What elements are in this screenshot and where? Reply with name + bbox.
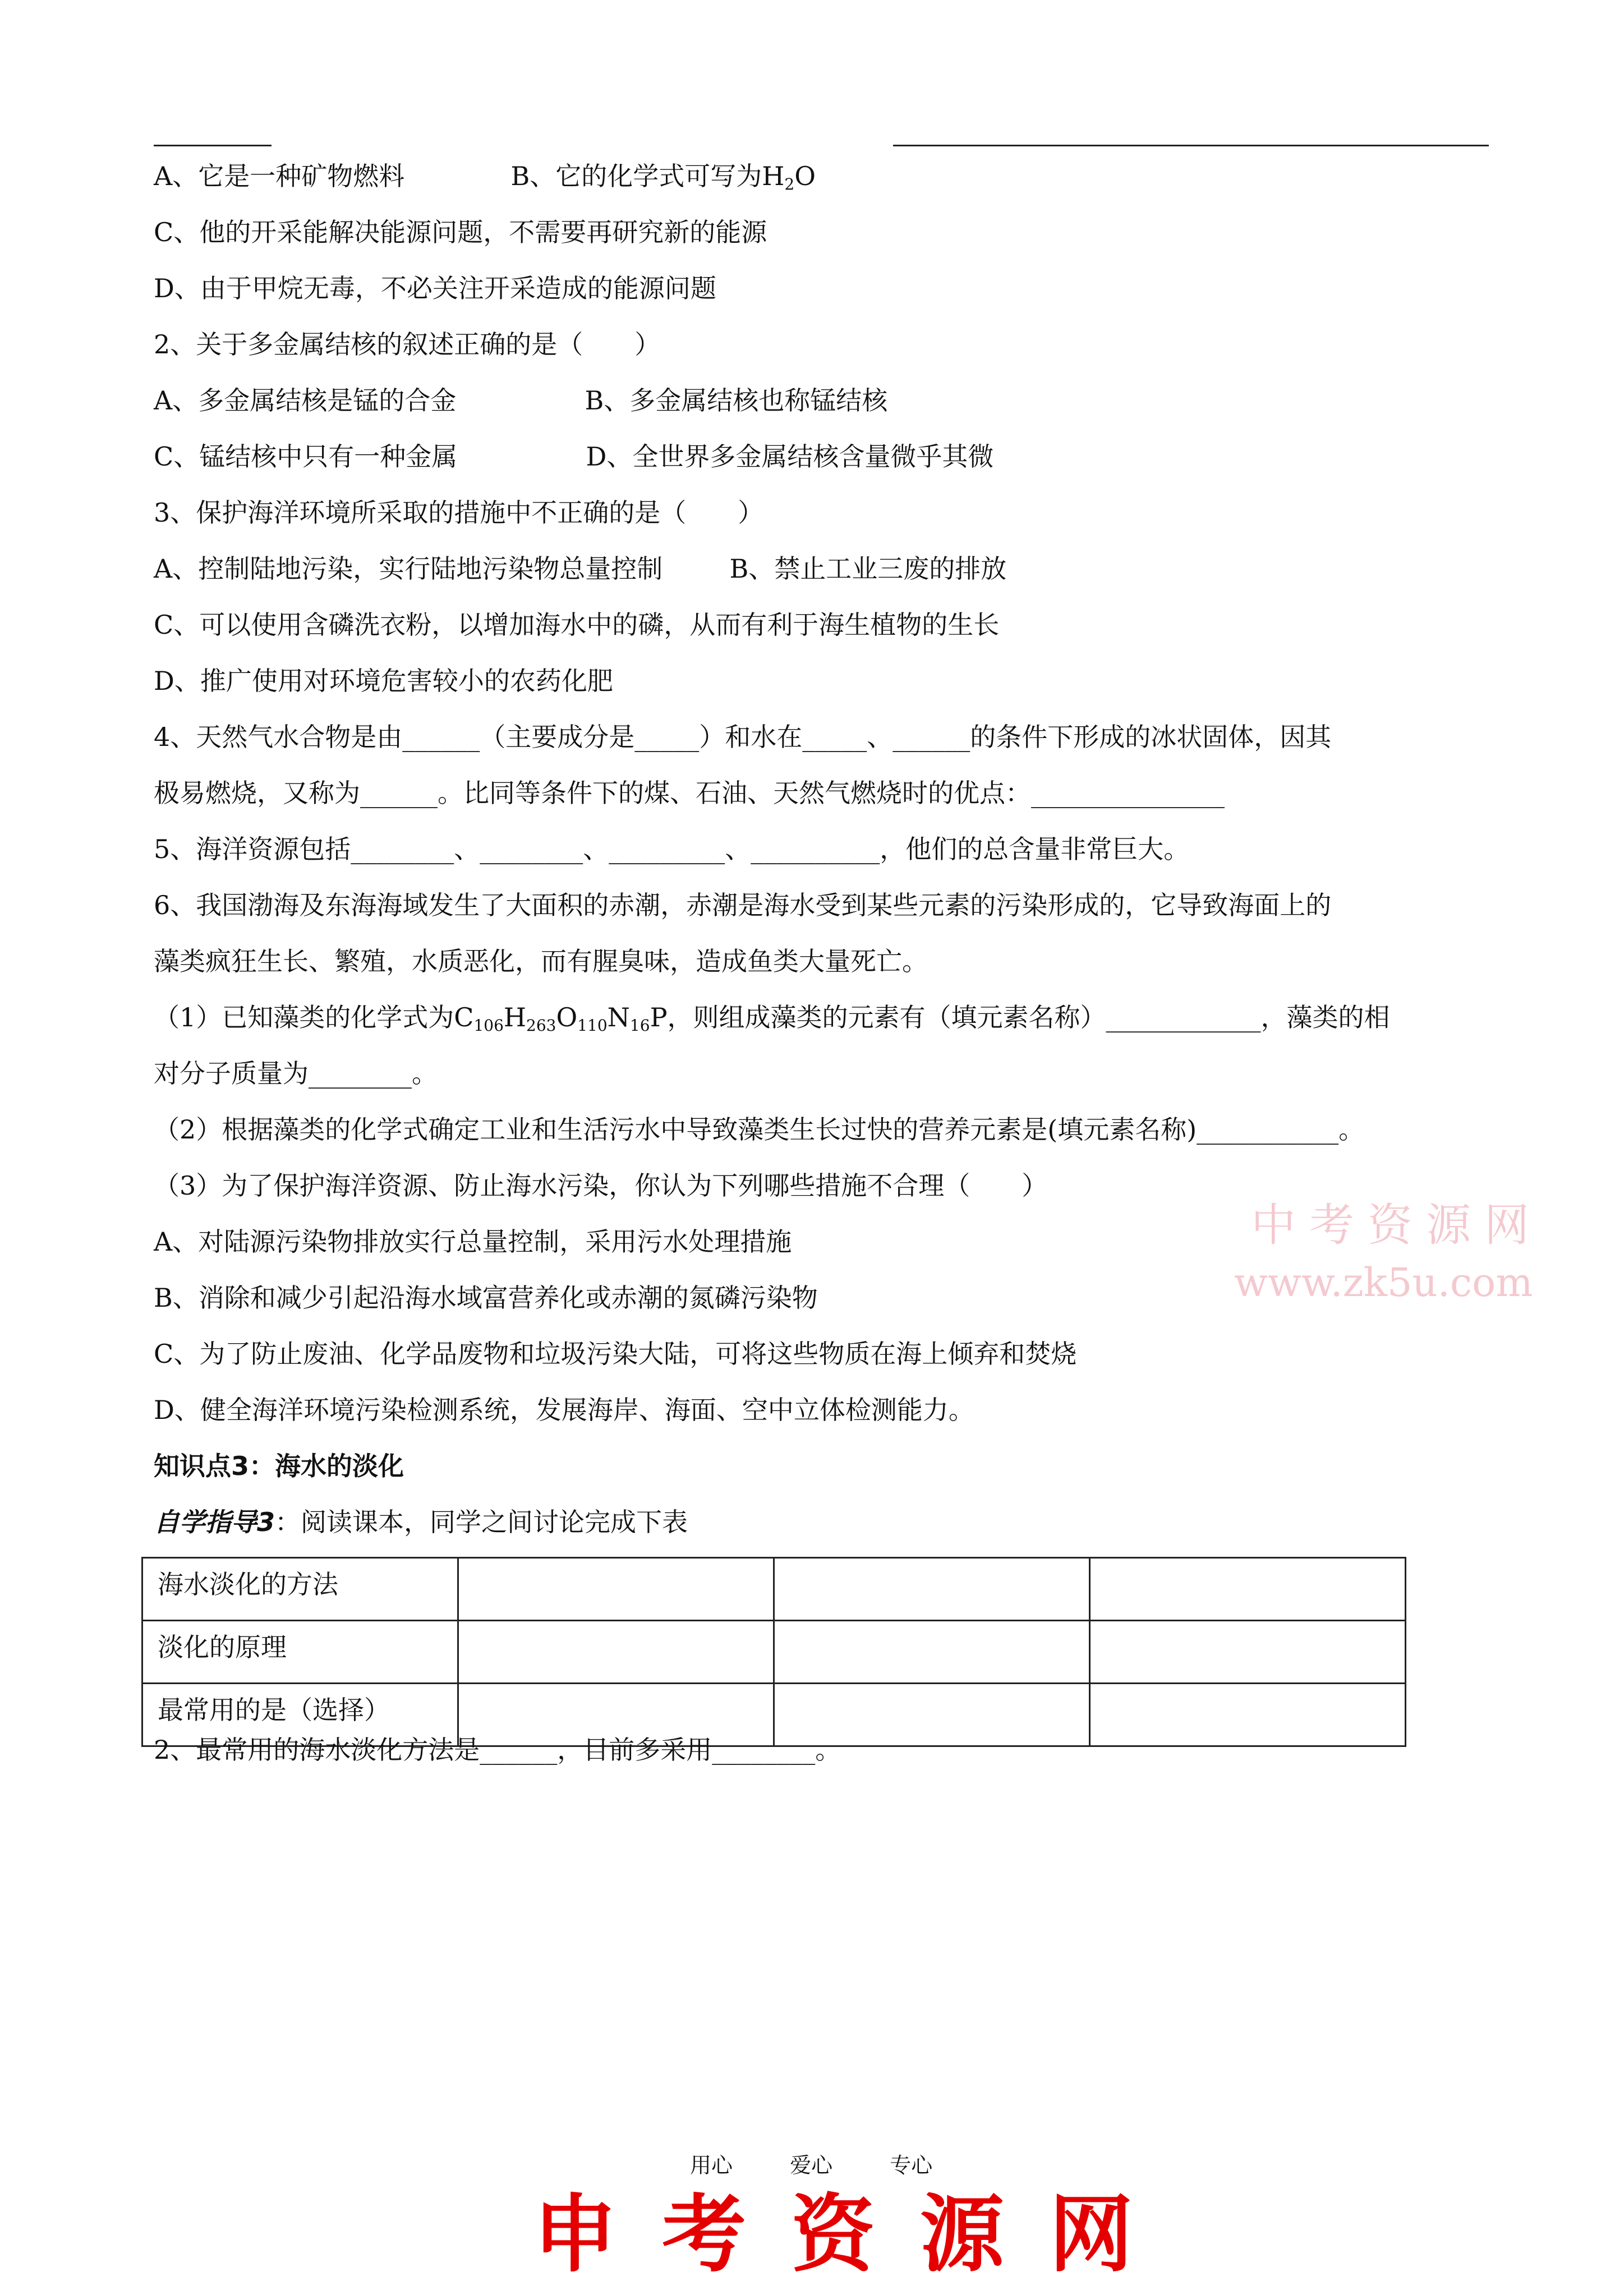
question-4-line-1: 4、天然气水合物是由______（主要成分是_____）和水在_____、______的条件下形成的冰状固体，因其 [154,722,1332,752]
element-symbol: O [556,1002,578,1032]
question-5: 5、海洋资源包括________、________、_________、__________，他们的总含量非常巨大。 [154,834,1190,864]
table-row [142,1621,1406,1684]
element-symbol: N [607,1002,630,1032]
q6-part-3: （3）为了保护海洋资源、防止海水污染，你认为下列哪些措施不合理（ ） [154,1170,1048,1201]
q2-option-b: B、多金属结核也称锰结核 [585,385,888,416]
option-line [154,159,816,201]
answer-cell[interactable] [458,1558,774,1621]
q6-part-1 [154,1001,1390,1043]
subscript: 106 [473,1016,504,1035]
footer-brand: 申考资源网 [533,2186,1179,2284]
subscript: 16 [629,1016,650,1035]
watermark-title: 中考资源网 [1251,1199,1543,1251]
guide-line [154,1505,688,1539]
table-row [142,1558,1406,1621]
final-question: 2、最常用的海水淡化方法是______，目前多采用________。 [154,1735,841,1765]
row-label: 淡化的原理 [142,1621,458,1684]
question-6-line-2: 藻类疯狂生长、繁殖，水质恶化，而有腥臭味，造成鱼类大量死亡。 [154,946,928,976]
option-c: C、他的开采能解决能源问题，不需要再研究新的能源 [154,217,767,247]
top-rule-left [154,145,272,146]
q6-3-option-c: C、为了防止废油、化学品废物和垃圾污染大陆，可将这些物质在海上倾弃和焚烧 [154,1339,1077,1369]
q6-3-option-d: D、健全海洋环境污染检测系统，发展海岸、海面、空中立体检测能力。 [154,1395,974,1425]
q2-options-ab [154,384,887,417]
answer-cell[interactable] [458,1621,774,1684]
q6-3-option-a: A、对陆源污染物排放实行总量控制，采用污水处理措施 [154,1227,792,1257]
question-6-line-1: 6、我国渤海及东海海域发生了大面积的赤潮，赤潮是海水受到某些元素的污染形成的，它导致海面上的 [154,890,1332,920]
element-symbol: H [503,1002,527,1032]
option-a: A、它是一种矿物燃料 [154,161,405,191]
q3-option-d: D、推广使用对环境危害较小的农药化肥 [154,666,613,696]
question-3: 3、保护海洋环境所采取的措施中不正确的是（ ） [154,497,764,528]
row-label: 最常用的是（选择） [142,1684,458,1746]
q2-options-cd [154,440,993,473]
q2-option-c: C、锰结核中只有一种金属 [154,441,458,472]
q3-option-a: A、控制陆地污染，实行陆地污染物总量控制 [154,554,663,584]
slogan: 爱心 [790,2153,833,2178]
guide-text: ：阅读课本，同学之间讨论完成下表 [275,1507,688,1537]
subscript: 263 [526,1016,556,1035]
desalination-table [141,1557,1406,1747]
q6-part-2: （2）根据藻类的化学式确定工业和生活污水中导致藻类生长过快的营养元素是(填元素名称)___________。 [154,1114,1365,1145]
formula-end: O [794,161,816,191]
answer-cell[interactable] [1090,1558,1406,1621]
answer-cell[interactable] [1090,1684,1406,1746]
subscript: 2 [784,175,795,193]
q6-1-text-end: P，则组成藻类的元素有（填元素名称）____________，藻类的相 [650,1002,1390,1032]
watermark-url: www.zk5u.com [1234,1260,1533,1306]
q3-option-b: B、禁止工业三废的排放 [729,554,1007,584]
subscript: 110 [577,1016,608,1035]
q3-option-c: C、可以使用含磷洗衣粉，以增加海水中的磷，从而有利于海生植物的生长 [154,610,1000,640]
question-2: 2、关于多金属结核的叙述正确的是（ ） [154,329,661,359]
answer-cell[interactable] [774,1558,1090,1621]
guide-label: 自学指导3 [154,1507,275,1537]
slogan: 专心 [890,2153,933,2178]
answer-cell[interactable] [774,1621,1090,1684]
option-b: B、它的化学式可写为H [510,161,785,191]
option-d: D、由于甲烷无毒，不必关注开采造成的能源问题 [154,273,716,303]
section-heading: 知识点3：海水的淡化 [154,1451,404,1481]
question-4-line-2: 极易燃烧，又称为______。比同等条件下的煤、石油、天然气燃烧时的优点：_______________ [154,778,1225,808]
q2-option-a: A、多金属结核是锰的合金 [154,385,457,416]
q3-options-ab [154,552,1006,585]
top-rule-right [893,145,1489,146]
footer-slogans [690,2151,983,2179]
answer-cell[interactable] [1090,1621,1406,1684]
slogan: 用心 [690,2153,733,2178]
q6-part-1-line-2: 对分子质量为________。 [154,1058,438,1089]
q6-1-text: （1）已知藻类的化学式为C [154,1002,474,1032]
q6-3-option-b: B、消除和减少引起沿海水域富营养化或赤潮的氮磷污染物 [154,1283,818,1313]
q2-option-d: D、全世界多金属结核含量微乎其微 [586,441,994,472]
row-label: 海水淡化的方法 [142,1558,458,1621]
